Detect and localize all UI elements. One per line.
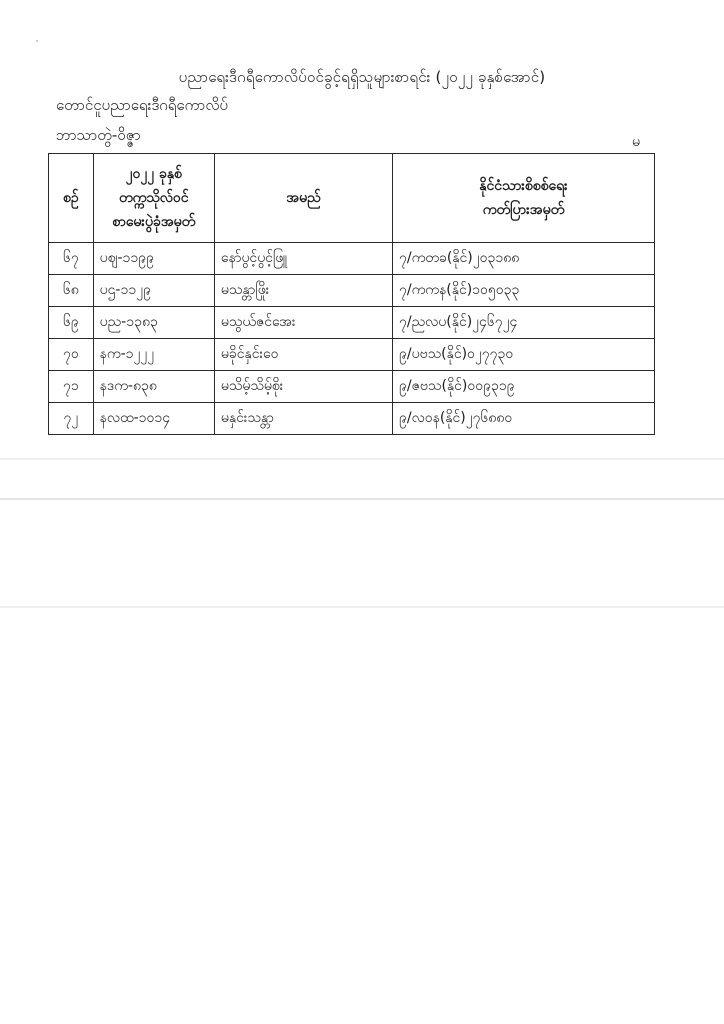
header-name xyxy=(214,154,392,243)
cell-serial-no: ၇၀ xyxy=(49,339,94,371)
cell-nrc: ၇/ကတခ(နိုင်)၂၀၃၁၈၈ xyxy=(393,243,655,275)
cell-name: မသွယ်ဇင်အေး xyxy=(214,307,392,339)
header-nrc xyxy=(393,154,655,243)
scan-speck xyxy=(36,40,38,42)
cell-exam-number: ပဌ-၁၁၂၉ xyxy=(93,275,214,307)
document-title: ပညာရေးဒီဂရီကောလိပ်ဝင်ခွင့်ရရှိသူများစာရင်း (၂၀၂၂ ခုနှစ်အောင်) xyxy=(178,68,546,86)
admission-table xyxy=(48,153,655,435)
cell-serial-no: ၇၁ xyxy=(49,371,94,403)
cell-name: မခိုင်နှင်းဝေ xyxy=(214,339,392,371)
cell-name: မသိမ့်သိမ့်စိုး xyxy=(214,371,392,403)
scan-artifact-line xyxy=(0,498,724,500)
header-exam-line-2: တက္ကသိုလ်ဝင် xyxy=(118,190,189,206)
header-serial-no-label: စဉ် xyxy=(63,190,79,206)
cell-exam-number: နက-၁၂၂၂ xyxy=(93,339,214,371)
cell-name: မနှင်းသန္တာ xyxy=(214,403,392,435)
cell-name: မသန္တာဖြိုး xyxy=(214,275,392,307)
table-row xyxy=(49,403,655,435)
cell-nrc: ၉/ဇဗသ(နိုင်)၀၀၉၃၁၉ xyxy=(393,371,655,403)
header-name-label: အမည် xyxy=(286,190,321,206)
header-nrc-line-1: နိုင်ငံသားစိစစ်ရေး xyxy=(479,178,568,194)
table-row xyxy=(49,307,655,339)
table-row xyxy=(49,339,655,371)
header-nrc-line-2: ကတ်ပြားအမှတ် xyxy=(482,202,565,218)
scan-artifact-line xyxy=(0,606,724,608)
cell-serial-no: ၆၈ xyxy=(49,275,94,307)
page-mark: မ xyxy=(632,134,640,150)
cell-serial-no: ၆၇ xyxy=(49,243,94,275)
subject-combination: ဘာသာတွဲ-ဝိဇ္ဇာ xyxy=(56,126,141,144)
college-name: တောင်ငူပညာရေးဒီဂရီကောလိပ် xyxy=(56,96,228,114)
table-row xyxy=(49,371,655,403)
table-header-row xyxy=(49,154,655,243)
scan-artifact-line xyxy=(0,458,724,460)
cell-exam-number: နလထ-၁၀၁၄ xyxy=(93,403,214,435)
cell-nrc: ၉/ပဗသ(နိုင်)၀၂၇၇၃၀ xyxy=(393,339,655,371)
header-exam-line-1: ၂၀၂၂ ခုနှစ် xyxy=(125,166,182,182)
cell-nrc: ၉/လဝန(နိုင်)၂၇၆၈၈၀ xyxy=(393,403,655,435)
cell-name: နော်ပွင့်ပွင့်ဖြူ xyxy=(214,243,392,275)
header-serial-no xyxy=(49,154,94,243)
cell-exam-number: ပဈ-၁၁၉၉ xyxy=(93,243,214,275)
cell-serial-no: ၆၉ xyxy=(49,307,94,339)
cell-nrc: ၇/ညလပ(နိုင်)၂၄၆၇၂၄ xyxy=(393,307,655,339)
header-exam-line-3: စာမေးပွဲခုံအမှတ် xyxy=(112,214,196,230)
cell-exam-number: ပည-၁၃၈၃ xyxy=(93,307,214,339)
cell-nrc: ၇/ကကန(နိုင်)၁၀၅၀၃၃ xyxy=(393,275,655,307)
cell-exam-number: နဒက-၈၃၈ xyxy=(93,371,214,403)
table-row xyxy=(49,275,655,307)
cell-serial-no: ၇၂ xyxy=(49,403,94,435)
table-row xyxy=(49,243,655,275)
header-exam-number xyxy=(93,154,214,243)
